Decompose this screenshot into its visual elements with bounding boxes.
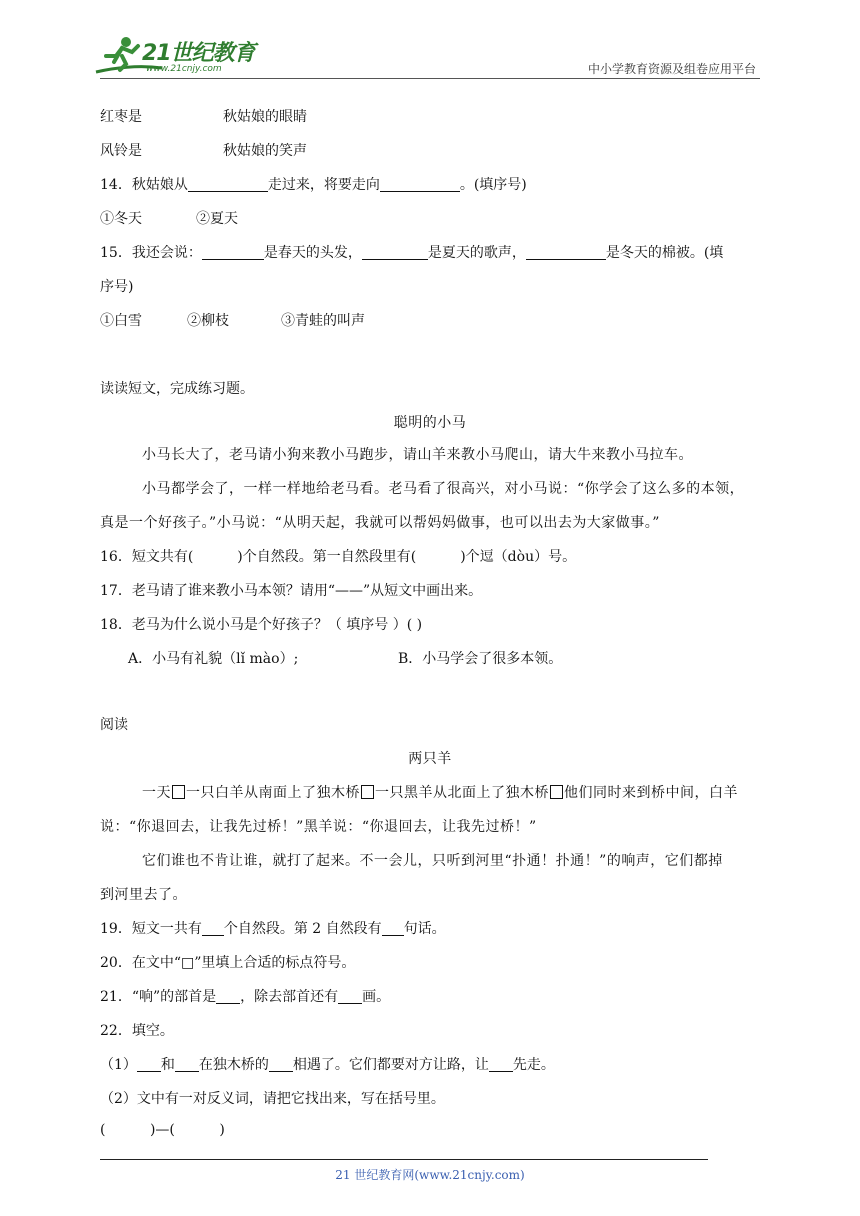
answer-blank[interactable] <box>489 1057 513 1072</box>
logo-url: www.21cnjy.com <box>146 64 222 74</box>
answer-blank[interactable] <box>202 921 224 936</box>
section1-paragraph-1: 小马长大了，老马请小狗来教小马跑步，请山羊来教小马爬山，请大牛来教小马拉车。 <box>142 447 693 463</box>
q15-part-d: 是冬天的棉被。(填 <box>605 245 724 261</box>
section1-instruction: 读读短文，完成练习题。 <box>100 381 254 397</box>
section1-paragraph-2a: 小马都学会了，一样一样地给老马看。老马看了很高兴，对小马说：“你学会了这么多的本领， <box>142 481 745 497</box>
q14-part-c: 。(填序号) <box>459 177 527 193</box>
section2-paragraph-1a <box>142 782 738 802</box>
p1a-segment: 一只白羊从南面上了独木桥 <box>186 785 360 801</box>
q16-part-c: )个逗（dòu）号。 <box>460 549 577 565</box>
answer-blank[interactable] <box>269 1057 293 1072</box>
section2-title: 两只羊 <box>408 751 452 767</box>
platform-name: 中小学教育资源及组卷应用平台 <box>587 62 756 76</box>
section1-paragraph-2b: 真是一个好孩子。”小马说：“从明天起，我就可以帮妈妈做事，也可以出去为大家做事。” <box>100 515 660 531</box>
q15-part-b: 是春天的头发， <box>263 245 362 261</box>
question-15 <box>100 242 723 262</box>
q21-part-c: 画。 <box>362 989 391 1005</box>
q18-option-b: B．小马学会了很多本领。 <box>398 651 563 667</box>
q15-part-a: 15．我还会说： <box>100 245 202 261</box>
question-16 <box>100 546 576 566</box>
q14-part-a: 14．秋姑娘从 <box>100 177 188 193</box>
answer-blank[interactable] <box>137 1057 161 1072</box>
q14-part-b: 走过来，将要走向 <box>267 177 380 193</box>
section1-title: 聪明的小马 <box>393 415 467 431</box>
answer-blank[interactable] <box>526 245 606 260</box>
match-right-1: 秋姑娘的眼睛 <box>223 109 307 125</box>
punctuation-box[interactable] <box>172 785 185 799</box>
q19-part-a: 19．短文一共有 <box>100 921 202 937</box>
footer-divider <box>100 1159 708 1160</box>
q14-option-1: ①冬天 <box>100 211 142 227</box>
q19-part-b: 个自然段。第 2 自然段有 <box>223 921 382 937</box>
section2-paragraph-2a: 它们谁也不肯让谁，就打了起来。不一会儿，只听到河里“扑通！扑通！”的响声，它们都掉 <box>142 853 723 869</box>
q21-part-a: 21．“响”的部首是 <box>100 989 217 1005</box>
section2-paragraph-1b: 说：“你退回去，让我先过桥！”黑羊说：“你退回去，让我先过桥！” <box>100 819 537 835</box>
q22-s1-e: 先走。 <box>512 1057 555 1073</box>
header-divider <box>100 78 760 79</box>
q15-option-1: ①白雪 <box>100 313 142 329</box>
question-20: 20．在文中“□”里填上合适的标点符号。 <box>100 955 356 971</box>
question-14 <box>100 174 527 194</box>
answer-blank[interactable] <box>188 177 268 192</box>
q22-s1-b: 和 <box>160 1057 175 1073</box>
q16-part-a: 16．短文共有( <box>100 549 194 565</box>
answer-blank[interactable] <box>362 245 428 260</box>
question-17: 17．老马请了谁来教小马本领？请用“——”从短文中画出来。 <box>100 583 483 599</box>
q22-s1-c: 在独木桥的 <box>198 1057 269 1073</box>
match-right-2: 秋姑娘的笑声 <box>223 143 307 159</box>
q15-part-c: 是夏天的歌声， <box>427 245 526 261</box>
punctuation-box[interactable] <box>550 785 563 799</box>
q14-option-2: ②夏天 <box>196 211 238 227</box>
q15-option-3: ③青蛙的叫声 <box>281 313 365 329</box>
answer-blank[interactable] <box>175 1057 199 1072</box>
p1a-segment: 他们同时来到桥中间，白羊 <box>564 785 738 801</box>
answer-blank[interactable] <box>202 245 264 260</box>
q21-part-b: ，除去部首还有 <box>240 989 339 1005</box>
q19-part-c: 句话。 <box>403 921 446 937</box>
answer-blank[interactable] <box>338 989 362 1004</box>
question-22-sub-1 <box>100 1054 555 1074</box>
question-22-title: 22．填空。 <box>100 1023 174 1039</box>
question-18: 18．老马为什么说小马是个好孩子？（ 填序号 ）( ) <box>100 617 423 633</box>
q15-part-e: 序号) <box>100 279 134 295</box>
question-21 <box>100 986 390 1006</box>
match-left-2: 风铃是 <box>100 143 142 159</box>
question-22-answer[interactable]: ( )—( ) <box>100 1122 225 1138</box>
q22-s1-a: （1） <box>100 1057 137 1073</box>
logo-text: 21世纪教育 <box>142 41 255 66</box>
section2-paragraph-2b: 到河里去了。 <box>100 887 187 903</box>
punctuation-box[interactable] <box>361 785 374 799</box>
q15-option-2: ②柳枝 <box>187 313 229 329</box>
answer-blank[interactable] <box>380 177 460 192</box>
q18-option-a: A．小马有礼貌（lǐ mào）; <box>128 651 299 667</box>
match-left-1: 红枣是 <box>100 109 142 125</box>
p1a-segment: 一只黑羊从北面上了独木桥 <box>375 785 549 801</box>
q22-s1-d: 相遇了。它们都要对方让路，让 <box>292 1057 489 1073</box>
question-22-sub-2: （2）文中有一对反义词，请把它找出来，写在括号里。 <box>100 1091 445 1107</box>
q16-part-b: )个自然段。第一自然段里有( <box>237 549 417 565</box>
footer-link[interactable]: 21 世纪教育网(www.21cnjy.com) <box>335 1168 525 1182</box>
answer-blank[interactable] <box>382 921 404 936</box>
answer-blank[interactable] <box>216 989 240 1004</box>
section2-instruction: 阅读 <box>100 717 128 733</box>
question-19 <box>100 918 446 938</box>
p1a-segment: 一天 <box>142 785 171 801</box>
